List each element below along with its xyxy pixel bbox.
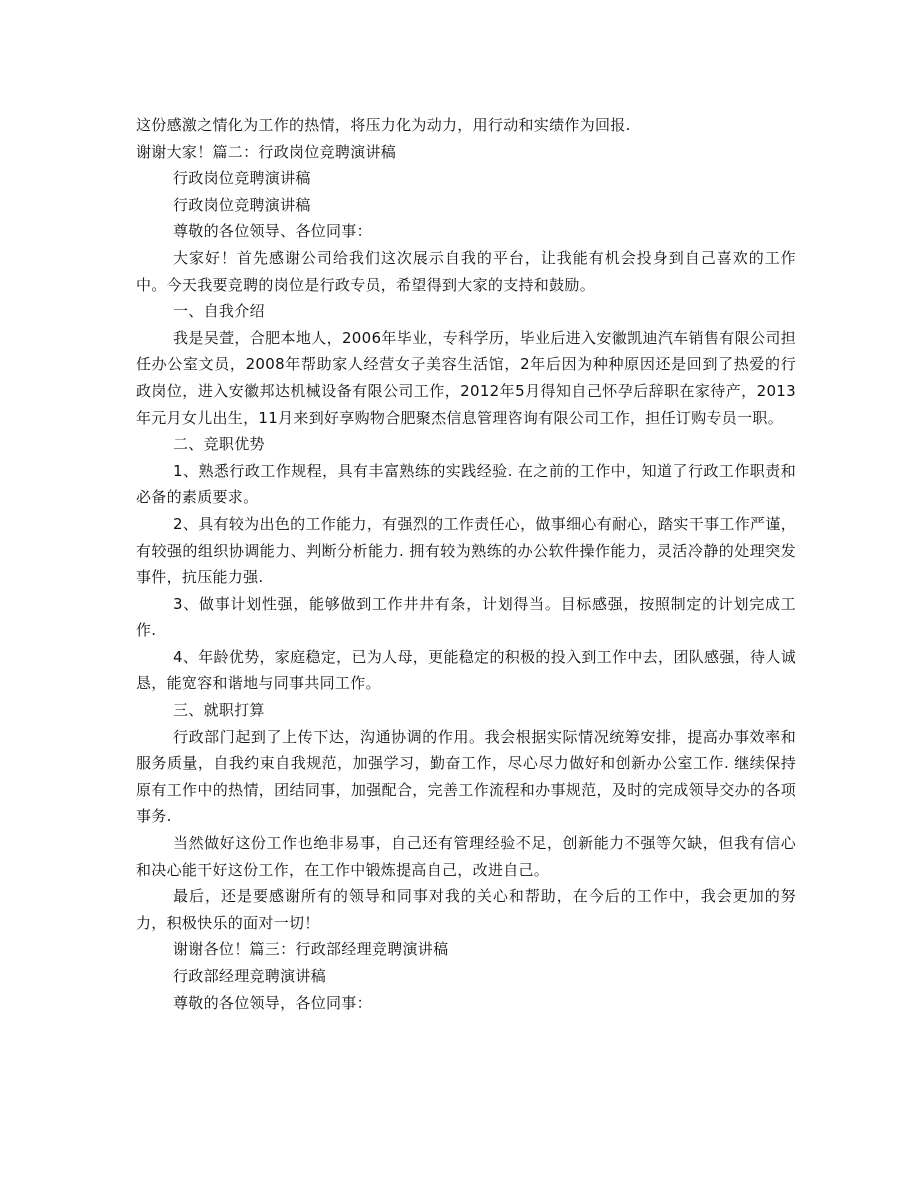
paragraph-salutation: 尊敬的各位领导，各位同事： xyxy=(173,993,372,1012)
paragraph-advantage-1: 1、熟悉行政工作规程，具有丰富熟练的实践经验. 在之前的工作中，知道了行政工作职责和必备的素质要求。 xyxy=(136,461,796,507)
section-heading-plans: 三、就职打算 xyxy=(173,701,265,720)
paragraph-title: 行政部经理竞聘演讲稿 xyxy=(173,967,327,985)
paragraph-title: 行政岗位竞聘演讲稿 xyxy=(173,195,311,214)
section-heading-self-intro: 一、自我介绍 xyxy=(173,302,265,321)
paragraph-title: 行政岗位竞聘演讲稿 xyxy=(173,169,311,188)
section-heading-advantages: 二、竞职优势 xyxy=(173,435,265,454)
paragraph-challenges: 当然做好这份工作也绝非易事，自己还有管理经验不足，创新能力不强等欠缺，但我有信心和决心能干好这份工作，在工作中锻炼提高自己，改进自己。 xyxy=(136,834,796,879)
paragraph-advantage-3: 3、做事计划性强，能够做到工作井井有条，计划得当。目标感强，按照制定的计划完成工作. xyxy=(136,594,796,640)
paragraph-opening: 大家好！首先感谢公司给我们这次展示自我的平台，让我能有机会投身到自己喜欢的工作中。今天我要竞聘的岗位是行政专员，希望得到大家的支持和鼓励。 xyxy=(136,248,796,294)
paragraph-closing-line: 这份感激之情化为工作的热情，将压力化为动力，用行动和实绩作为回报. xyxy=(136,116,631,134)
paragraph-final-thanks: 最后，还是要感谢所有的领导和同事对我的关心和帮助，在今后的工作中，我会更加的努力，积极快乐的面对一切！ xyxy=(136,887,796,932)
paragraph-plans: 行政部门起到了上传下达，沟通协调的作用。我会根据实际情况统筹安排，提高办事效率和服务质量，自我约束自我规范，加强学习，勤奋工作，尽心尽力做好和创新办公室工作. 继续保持原有工作中的热情，团结同事，加强配合，完善工作流程和办事规范，及时的完成领导交办的各项事务. xyxy=(136,727,796,826)
paragraph-thanks-section-two: 谢谢大家！篇二：行政岗位竞聘演讲稿 xyxy=(136,142,397,161)
paragraph-salutation: 尊敬的各位领导、各位同事： xyxy=(173,222,372,241)
paragraph-thanks-section-three: 谢谢各位！篇三：行政部经理竞聘演讲稿 xyxy=(173,940,449,959)
paragraph-advantage-2: 2、具有较为出色的工作能力，有强烈的工作责任心，做事细心有耐心，踏实干事工作严谨，有较强的组织协调能力、判断分析能力. 拥有较为熟练的办公软件操作能力，灵活冷静的处理突发事件，抗压能力强. xyxy=(136,514,796,587)
document-body xyxy=(136,112,796,1016)
paragraph-advantage-4: 4、年龄优势，家庭稳定，已为人母，更能稳定的积极的投入到工作中去，团队感强，待人诚恳，能宽容和谐地与同事共同工作。 xyxy=(136,647,796,693)
paragraph-self-intro: 我是吴萱，合肥本地人，2006年毕业，专科学历，毕业后进入安徽凯迪汽车销售有限公司担任办公室文员，2008年帮助家人经营女子美容生活馆，2年后因为种种原因还是回到了热爱的行政岗位，进入安徽邦达机械设备有限公司工作，2012年5月得知自己怀孕后辞职在家待产，2013年元月女儿出生，11月来到好享购物合肥聚杰信息管理咨询有限公司工作，担任订购专员一职。 xyxy=(136,328,796,427)
